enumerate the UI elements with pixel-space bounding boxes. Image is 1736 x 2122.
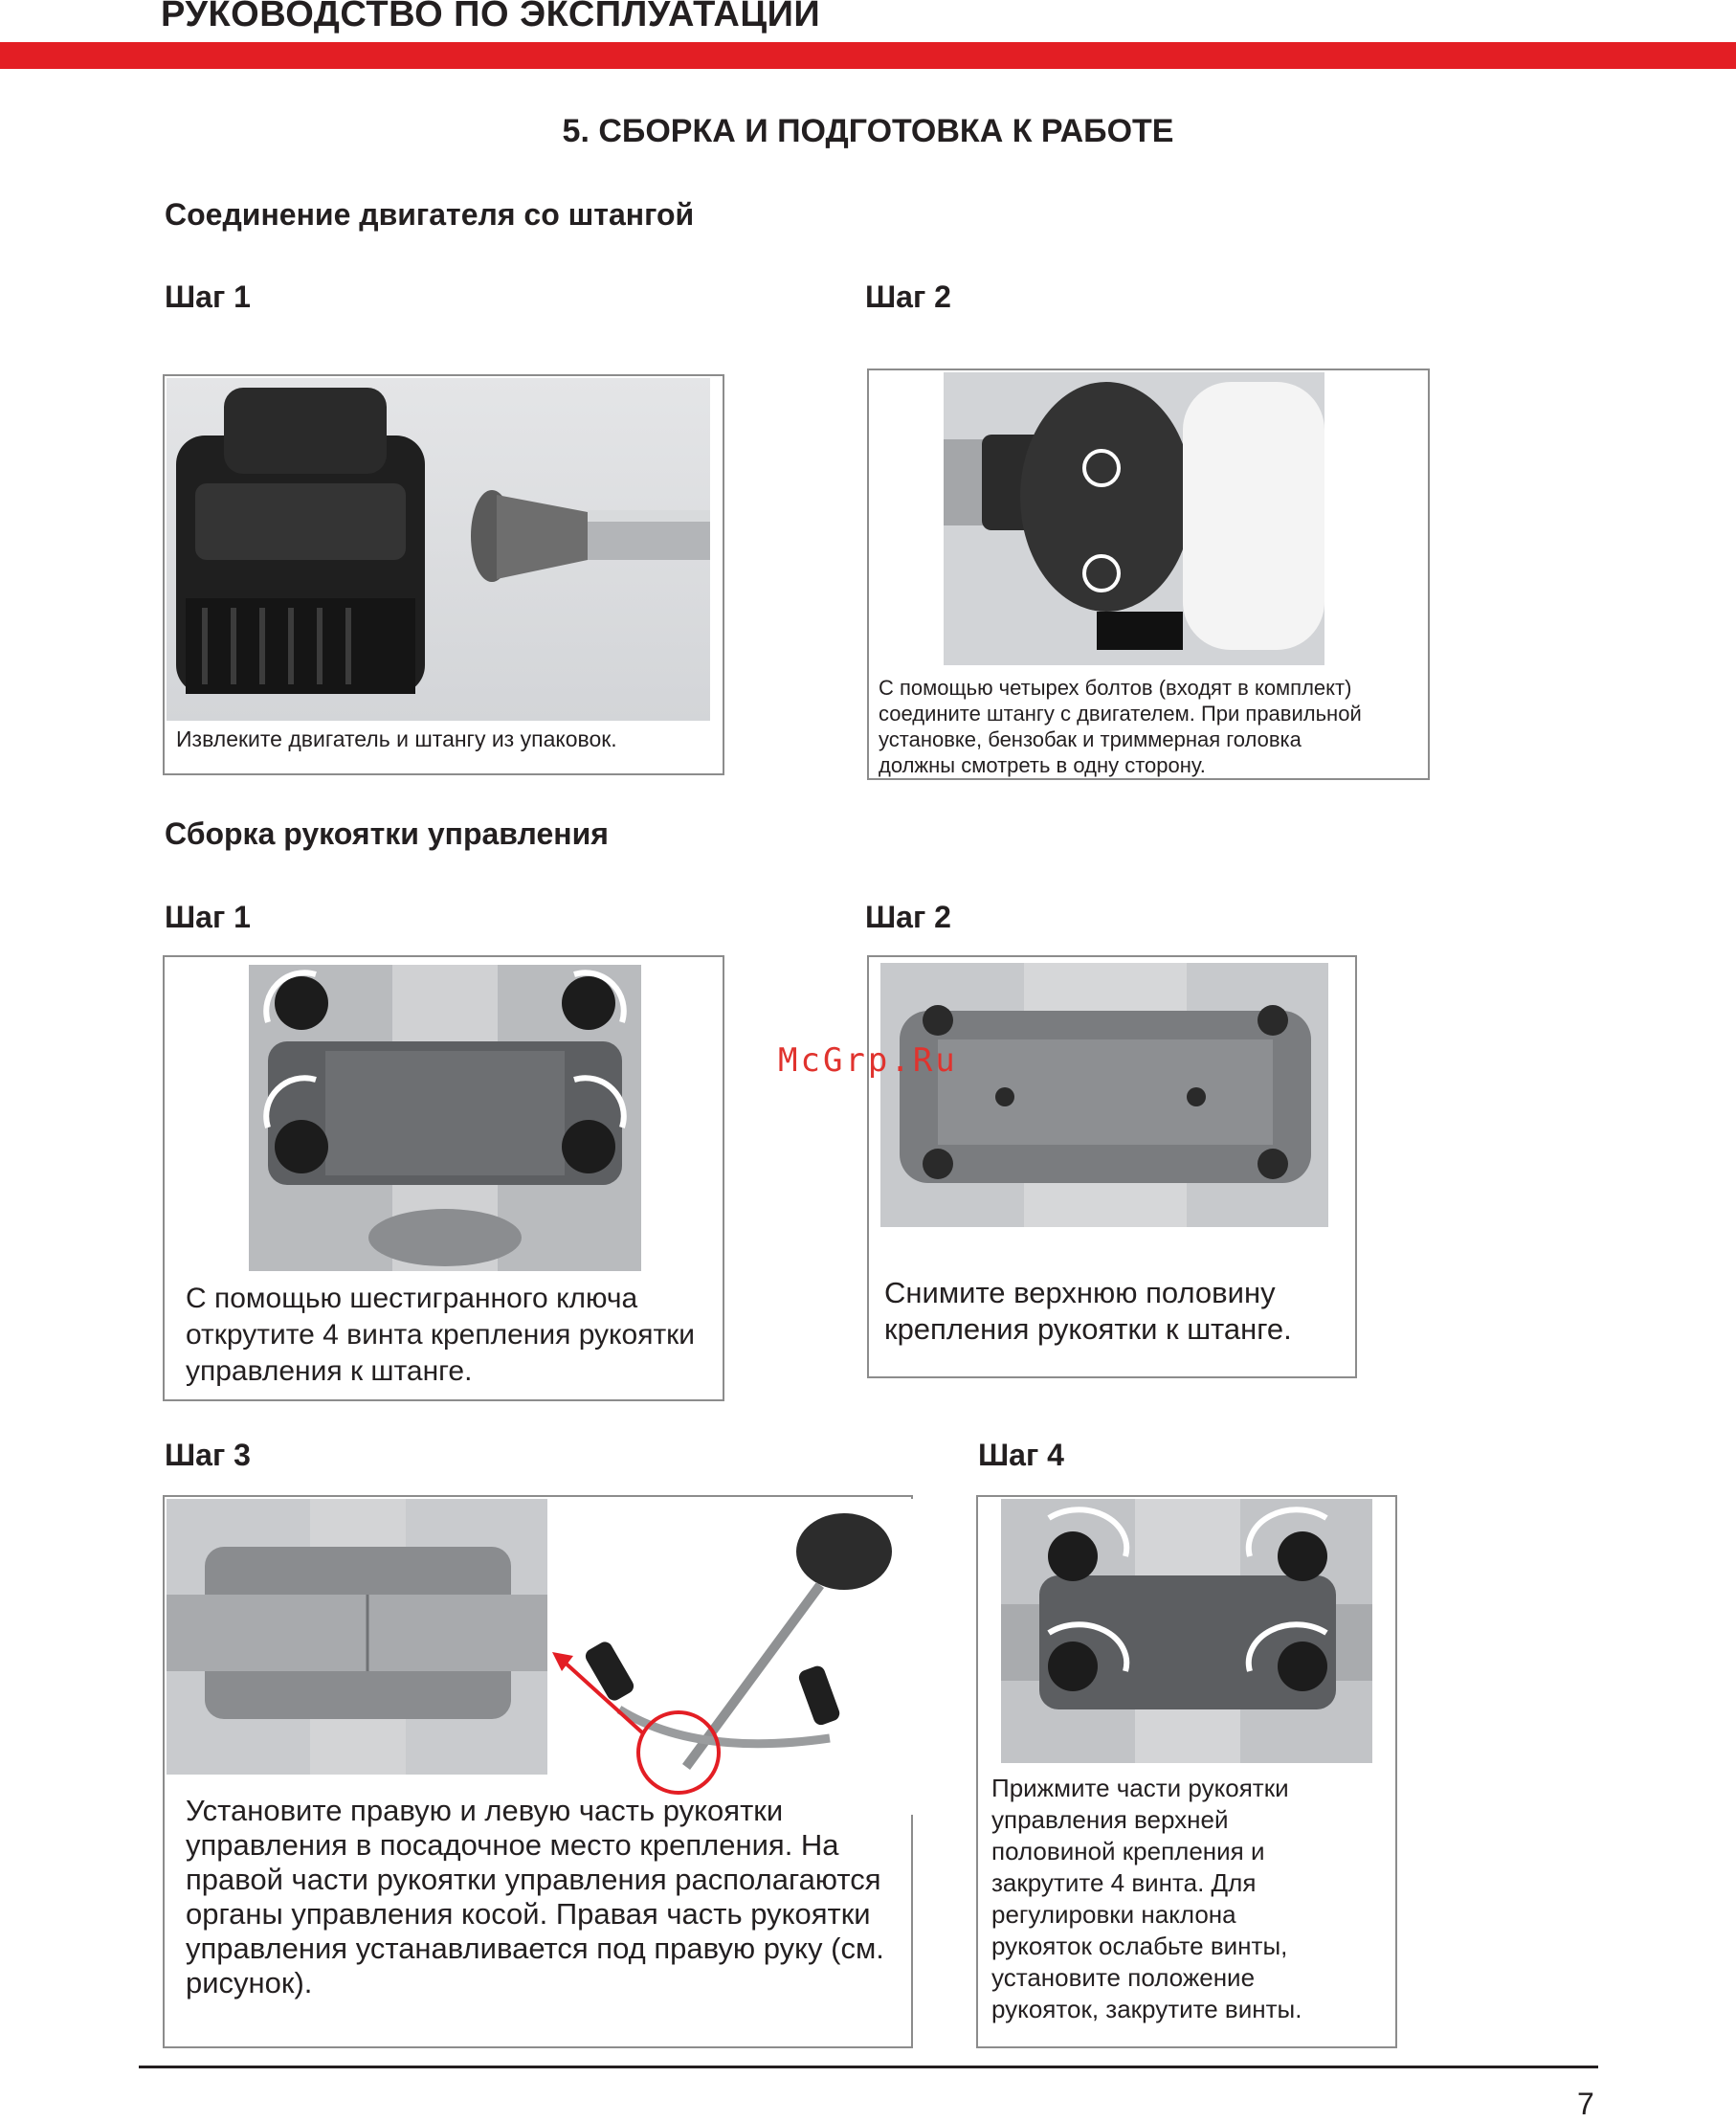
handle-step1-caption-line-2: открутите 4 винта крепления рукоятки <box>186 1319 696 1351</box>
handle-step3-caption <box>186 1794 884 2000</box>
handle-step4-caption-line-8: рукояток, закрутите винты. <box>991 1995 1302 2023</box>
handle-seat-photo <box>167 1499 547 1775</box>
engine-connection-title: Соединение двигателя со штангой <box>165 197 695 232</box>
handle-step3-caption-line-2: управления в посадочное место крепления. На <box>186 1828 839 1862</box>
engine-step2-caption-line-2: соедините штангу с двигателем. При правильной <box>879 702 1362 726</box>
handle-step3-caption-line-1: Установите правую и левую часть рукоятки <box>186 1794 784 1827</box>
engine-step2-caption-line-1: С помощью четырех болтов (входят в комплект) <box>879 676 1352 700</box>
clamp-open-photo <box>880 963 1328 1227</box>
handle-step4-caption-line-1: Прижмите части рукоятки <box>991 1774 1289 1802</box>
handle-step3-caption-line-5: управления устанавливается под правую руку (см. <box>186 1932 884 1965</box>
handle-step1-caption <box>186 1281 695 1390</box>
footer-divider <box>139 2066 1598 2068</box>
section-title-text: 5. СБОРКА И ПОДГОТОВКА К РАБОТЕ <box>562 113 1174 149</box>
engine-step2-label: Шаг 2 <box>865 279 951 314</box>
engine-step2-caption <box>879 675 1362 778</box>
engine-bolted-photo <box>944 372 1324 665</box>
handle-step4-caption <box>991 1773 1302 2025</box>
handle-step4-caption-line-3: половиной крепления и <box>991 1837 1265 1865</box>
engine-step2-caption-line-4: должны смотреть в одну сторону. <box>879 753 1206 777</box>
section-title <box>0 113 1736 150</box>
handle-step1-label: Шаг 1 <box>165 900 251 934</box>
engine-step1-caption: Извлеките двигатель и штангу из упаковок. <box>176 726 617 751</box>
clamp-tighten-photo <box>1001 1499 1372 1763</box>
handle-step2-caption <box>884 1275 1292 1348</box>
handle-step1-caption-line-3: управления к штанге. <box>186 1355 473 1387</box>
header-title: РУКОВОДСТВО ПО ЭКСПЛУАТАЦИИ <box>161 0 821 34</box>
handle-step4-caption-line-7: установите положение <box>991 1963 1256 1992</box>
engine-unpacked-photo <box>167 378 710 721</box>
handle-step4-caption-line-2: управления верхней <box>991 1805 1229 1834</box>
engine-step1-frame <box>163 374 724 775</box>
handle-step2-frame <box>867 955 1357 1378</box>
handle-step2-caption-line-2: крепления рукоятки к штанге. <box>884 1312 1292 1346</box>
trimmer-handle-diagram <box>552 1499 913 1815</box>
engine-step2-caption-line-3: установке, бензобак и триммерная головка <box>879 727 1302 751</box>
handle-step3-caption-line-6: рисунок). <box>186 1966 313 1999</box>
handle-step4-caption-line-5: регулировки наклона <box>991 1900 1236 1929</box>
header-red-bar <box>0 42 1736 69</box>
handle-step3-frame <box>163 1495 913 2048</box>
handle-step2-label: Шаг 2 <box>865 900 951 934</box>
handle-step4-caption-line-6: рукояток ослабьте винты, <box>991 1932 1288 1960</box>
handle-step1-caption-line-1: С помощью шестигранного ключа <box>186 1283 638 1314</box>
watermark: McGrp.Ru <box>778 1041 958 1080</box>
engine-step2-frame <box>867 369 1430 780</box>
handle-step1-frame <box>163 955 724 1401</box>
handle-step3-caption-line-4: органы управления косой. Правая часть рукоятки <box>186 1897 871 1931</box>
engine-step1-label: Шаг 1 <box>165 279 251 314</box>
handle-assembly-title: Сборка рукоятки управления <box>165 816 609 851</box>
handle-step3-label: Шаг 3 <box>165 1438 251 1472</box>
page-number: 7 <box>1577 2087 1594 2121</box>
handle-step3-caption-line-3: правой части рукоятки управления располагаются <box>186 1863 881 1896</box>
handle-step4-label: Шаг 4 <box>978 1438 1064 1472</box>
handle-step2-caption-line-1: Снимите верхнюю половину <box>884 1276 1276 1309</box>
handle-step4-frame <box>976 1495 1397 2048</box>
handle-step4-caption-line-4: закрутите 4 винта. Для <box>991 1868 1257 1897</box>
clamp-screws-photo <box>249 965 641 1271</box>
